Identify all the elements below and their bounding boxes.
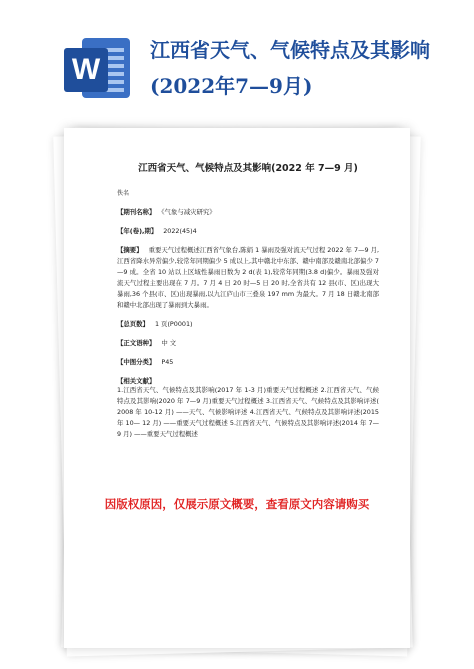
journal-label: 【期刊名称】 [117, 208, 156, 216]
journal-value: 《气象与减灾研究》 [161, 208, 216, 216]
header [0, 0, 474, 115]
abstract-label: 【摘要】 [117, 246, 143, 254]
page-title: 江西省天气、气候特点及其影响(2022年7—9月) [150, 38, 430, 98]
language-field [117, 338, 379, 349]
journal-field [117, 207, 379, 218]
clc-value: P45 [161, 358, 174, 366]
clc-field [117, 357, 379, 368]
copyright-notice: 因版权原因，仅展示原文概要，查看原文内容请购买 [104, 497, 370, 511]
related-list: 1.江西省天气、气候特点及其影响(2017 年 1-3 月)重要天气过程概述 2.江西省天气、气候特点及其影响(2020 年 7—9 月)重要天气过程概述 3.江西省天气、气候特点及其影响评述( 2008 年 10-12 月) ——天气、气候影响评述 4.江西省天气、气候特点及其影响评述(2015 年 10— 12 月) ——重要天气过程概述 5.江西省天气、气候特点及其影响评述(2014 年 7—9 月) ——重要天气过程概述 [117, 386, 379, 438]
pages-field [117, 319, 379, 330]
pages-label: 【总页数】 [117, 320, 149, 328]
document-content [117, 158, 379, 448]
clc-label: 【中图分类】 [117, 358, 156, 366]
language-value: 中 文 [161, 339, 177, 347]
language-label: 【正文语种】 [117, 339, 156, 347]
related-label: 【相关文献】 [117, 377, 156, 385]
abstract-value: 重要天气过程概述江西省气象台,陈娟 1 暴雨及强对流天气过程 2022 年 7—9 月,江西省降水异常偏少,较常年同期偏少 5 成以上,其中赣北中东部、赣中南部及赣南北部偏少 7—9 成。全省 10 站以上区域性暴雨日数为 2 d(表 1),较常年同期(3.8 d)偏少。暴雨及强对流天气过程主要出现在 7 月。7 月 4 日 20 时—5 日 20 时,全省共有 12 县(市、区)出现大暴雨,36 个县(市、区)出现暴雨,以九江庐山市三叠泉 197 mm 为最大。7 月 18 日赣北南部和赣中北部出现了暴雨到大暴雨。 [117, 246, 379, 309]
abstract-field [117, 245, 379, 311]
pages-value: 1 页(P0001) [154, 320, 193, 328]
issue-label: 【年(卷),期】 [117, 227, 158, 235]
word-icon-letter: W [64, 48, 108, 92]
issue-field [117, 226, 379, 237]
author: 佚名 [117, 190, 130, 197]
word-document-icon [62, 36, 132, 102]
issue-value: 2022(45)4 [163, 227, 197, 235]
document-title: 江西省天气、气候特点及其影响(2022 年 7—9 月) [138, 163, 358, 174]
related-field [117, 376, 379, 440]
